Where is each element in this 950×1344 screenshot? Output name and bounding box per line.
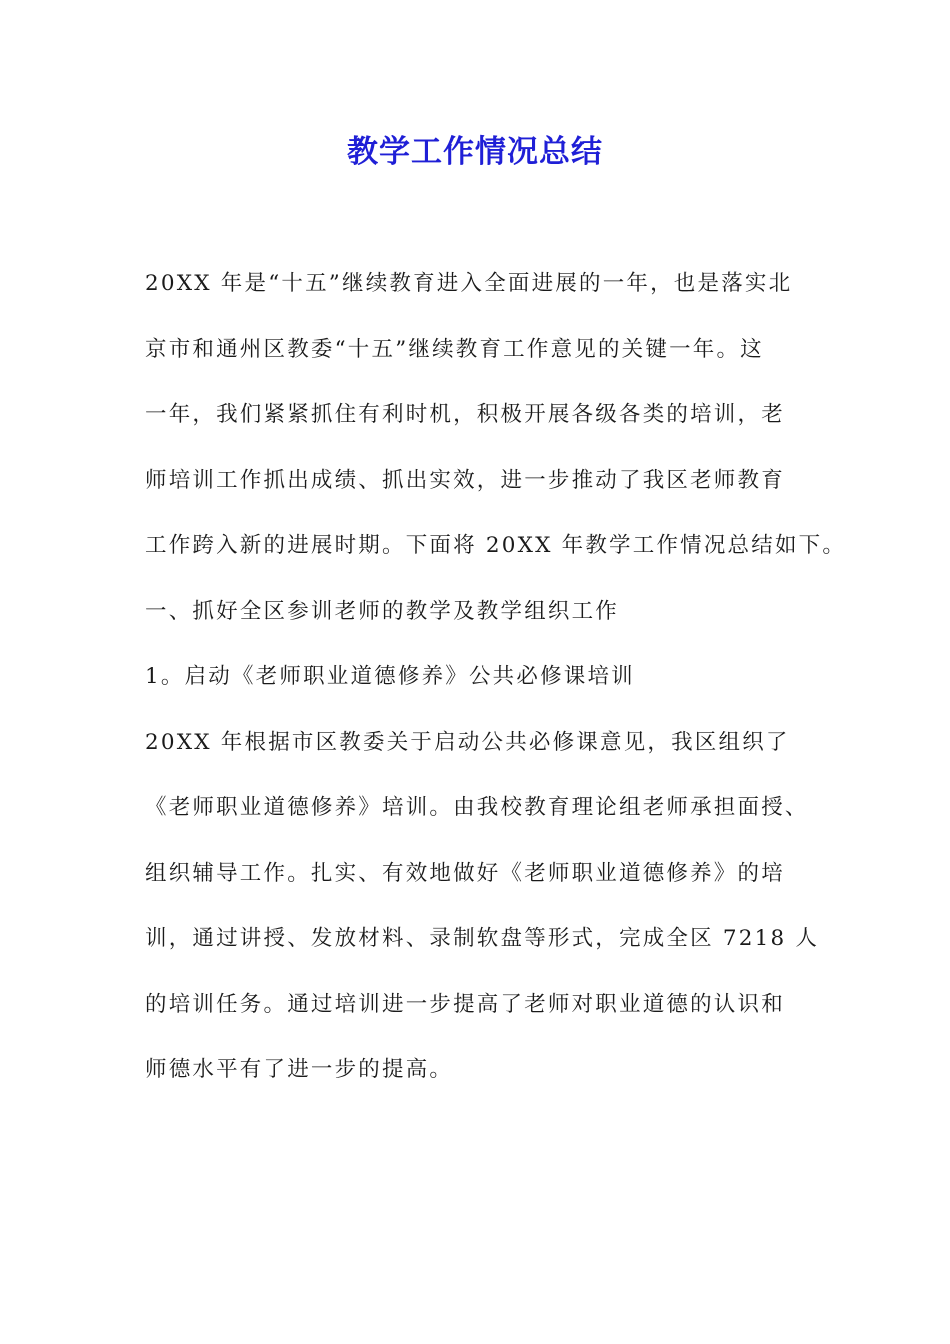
paragraph-line: 训，通过讲授、发放材料、录制软盘等形式，完成全区 7218 人 bbox=[145, 926, 820, 951]
paragraph-line: 20XX 年根据市区教委关于启动公共必修课意见，我区组织了 bbox=[145, 729, 790, 755]
paragraph-line: 的培训任务。通过培训进一步提高了老师对职业道德的认识和 bbox=[145, 991, 785, 1017]
section-heading: 一、抓好全区参训老师的教学及教学组织工作 bbox=[145, 598, 620, 624]
paragraph-line: 工作跨入新的进展时期。下面将 20XX 年教学工作情况总结如下。 bbox=[145, 533, 847, 558]
subsection-heading: 1。启动《老师职业道德修养》公共必修课培训 bbox=[145, 664, 635, 689]
paragraph-line: 一年，我们紧紧抓住有利时机，积极开展各级各类的培训，老 bbox=[145, 402, 785, 427]
paragraph-line: 《老师职业道德修养》培训。由我校教育理论组老师承担面授、 bbox=[145, 795, 809, 820]
paragraph-line: 师德水平有了进一步的提高。 bbox=[145, 1057, 454, 1082]
paragraph-line: 师培训工作抓出成绩、抓出实效，进一步推动了我区老师教育 bbox=[145, 467, 785, 493]
paragraph-line: 组织辅导工作。扎实、有效地做好《老师职业道德修养》的培 bbox=[145, 860, 785, 886]
document-title: 教学工作情况总结 bbox=[347, 134, 603, 170]
paragraph-line: 京市和通州区教委“十五”继续教育工作意见的关键一年。这 bbox=[145, 336, 764, 362]
paragraph-line: 20XX 年是“十五”继续教育进入全面进展的一年，也是落实北 bbox=[145, 271, 793, 296]
document-body bbox=[145, 256, 847, 1108]
